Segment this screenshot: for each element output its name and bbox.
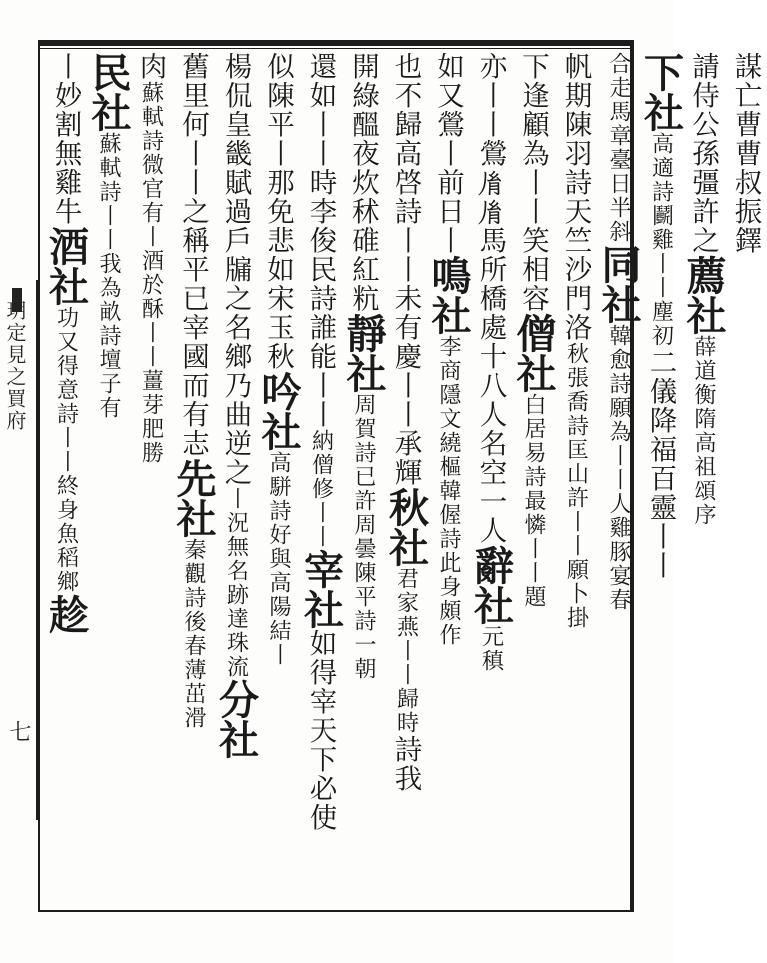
- body-text: 詩我: [389, 735, 422, 793]
- entry-heading: 同社: [595, 244, 642, 324]
- text-column: [87, 52, 130, 908]
- text-column: [597, 52, 640, 908]
- text-column: [637, 52, 685, 908]
- text-column: [257, 52, 300, 908]
- text-column: [427, 52, 470, 908]
- top-border-thin: [38, 48, 633, 49]
- annotation-text: 秦觀詩後春薄茁滑: [181, 538, 206, 730]
- entry-heading: 僧社: [510, 313, 557, 393]
- entry-heading: 薦社: [680, 255, 727, 335]
- text-column: [297, 52, 345, 908]
- annotation-text: 高適詩鬬雞丨丨塵初: [648, 132, 674, 348]
- annotation-text: 高駢詩好與高陽結丨: [266, 451, 291, 667]
- annotation-text: 韓愈詩願為丨丨人雞豚宴春: [606, 324, 631, 612]
- body-text: 肉: [134, 52, 167, 81]
- text-column: [467, 52, 515, 908]
- body-text: 似陳平丨那免悲如宋玉秋: [262, 52, 294, 371]
- body-text: 亦丨丨鶯𦙍𦙍馬所: [474, 52, 507, 284]
- entry-heading: 吟社: [255, 371, 302, 451]
- entry-heading: 辭社: [467, 545, 515, 625]
- annotation-text: 君家燕丨丨歸時: [393, 567, 419, 735]
- text-column: [382, 52, 430, 908]
- text-column: [512, 52, 555, 908]
- body-text: 有慶丨丨承輝: [389, 313, 422, 487]
- body-text: 還如丨丨時李俊民詩誰能丨丨: [304, 52, 337, 429]
- top-border: [38, 40, 633, 46]
- annotation-text: 丨況無名跡達珠流: [223, 487, 249, 679]
- bottom-border: [38, 910, 633, 912]
- text-column: [724, 52, 767, 908]
- entry-heading: 靜社: [340, 313, 387, 393]
- entry-heading: 先社: [170, 458, 217, 538]
- text-columns: [44, 52, 767, 908]
- annotation-text: 韓偓詩此身頗作: [436, 479, 461, 647]
- entry-heading: 秋社: [382, 487, 430, 567]
- body-text: 開綠醞夜炊秫碓紅粇: [347, 52, 379, 313]
- body-text: 舊里何丨丨之稱平已宰國而有志: [177, 52, 209, 458]
- text-column: [554, 52, 597, 908]
- body-text: 楊侃皇畿賦過戶牖之名鄉乃曲逆之: [219, 52, 252, 487]
- text-column: [212, 52, 260, 908]
- annotation-text: 功又得意詩丨丨終身魚稻鄉: [53, 306, 79, 594]
- text-column: [682, 52, 725, 908]
- text-column: [172, 52, 215, 908]
- annotation-text: 薛道衡隋高祖頌序: [691, 335, 716, 527]
- annotation-text: 李商隱文繞樞: [436, 335, 461, 479]
- annotation-text: 合走馬章臺日半斜: [606, 52, 631, 244]
- gutter-book-title: 玥定見之買府: [3, 300, 27, 432]
- entry-heading: 下社: [637, 52, 685, 132]
- text-column: [42, 52, 90, 908]
- annotation-text: 於酥丨丨薑芽肥勝: [138, 273, 164, 465]
- body-text: 橋處十八人名空一人: [474, 284, 507, 545]
- text-column: [342, 52, 385, 908]
- body-text: 下逢顧為丨丨笑相容: [517, 52, 549, 313]
- entry-heading: 鳴社: [425, 255, 472, 335]
- body-text: 請侍公孫彊許之: [687, 52, 719, 255]
- annotation-text: 周曇陳平詩一朝: [351, 513, 376, 681]
- main-text-block: [42, 52, 762, 908]
- annotation-text: 蘇軾詩微官有丨酒: [138, 81, 164, 273]
- entry-heading: 宰社: [297, 549, 345, 629]
- text-column: [129, 52, 172, 908]
- body-text: 也不歸高啓詩丨丨未: [389, 52, 422, 313]
- annotation-text: 秋張喬詩匡山許丨丨願卜掛: [563, 342, 589, 630]
- body-text: 丨妙割無雞牛: [49, 52, 82, 226]
- annotation-text: 納僧修丨丨: [308, 429, 334, 549]
- body-text: 如得宰天下必使: [304, 629, 337, 832]
- body-text: 如又鶯丨前日丨: [432, 52, 464, 255]
- entry-heading: 民社: [85, 52, 132, 132]
- body-text: 二儀降福百靈丨丨: [644, 348, 677, 580]
- annotation-text: 周賀詩已許: [351, 393, 376, 513]
- page-number: 七: [6, 720, 31, 742]
- annotation-text: 蘇軾詩丨丨我為畝詩壇子有: [96, 132, 121, 420]
- annotation-text: 白居易詩最憐丨丨題: [521, 393, 546, 609]
- entry-heading: 趁: [42, 594, 90, 634]
- annotation-text: 元稹: [478, 625, 504, 673]
- entry-heading: 酒社: [42, 226, 90, 306]
- body-text: 謀亡曹曹叔振鐸: [729, 52, 762, 255]
- entry-heading: 分社: [212, 679, 260, 759]
- body-text: 帆期陳羽詩天竺沙門洛: [559, 52, 592, 342]
